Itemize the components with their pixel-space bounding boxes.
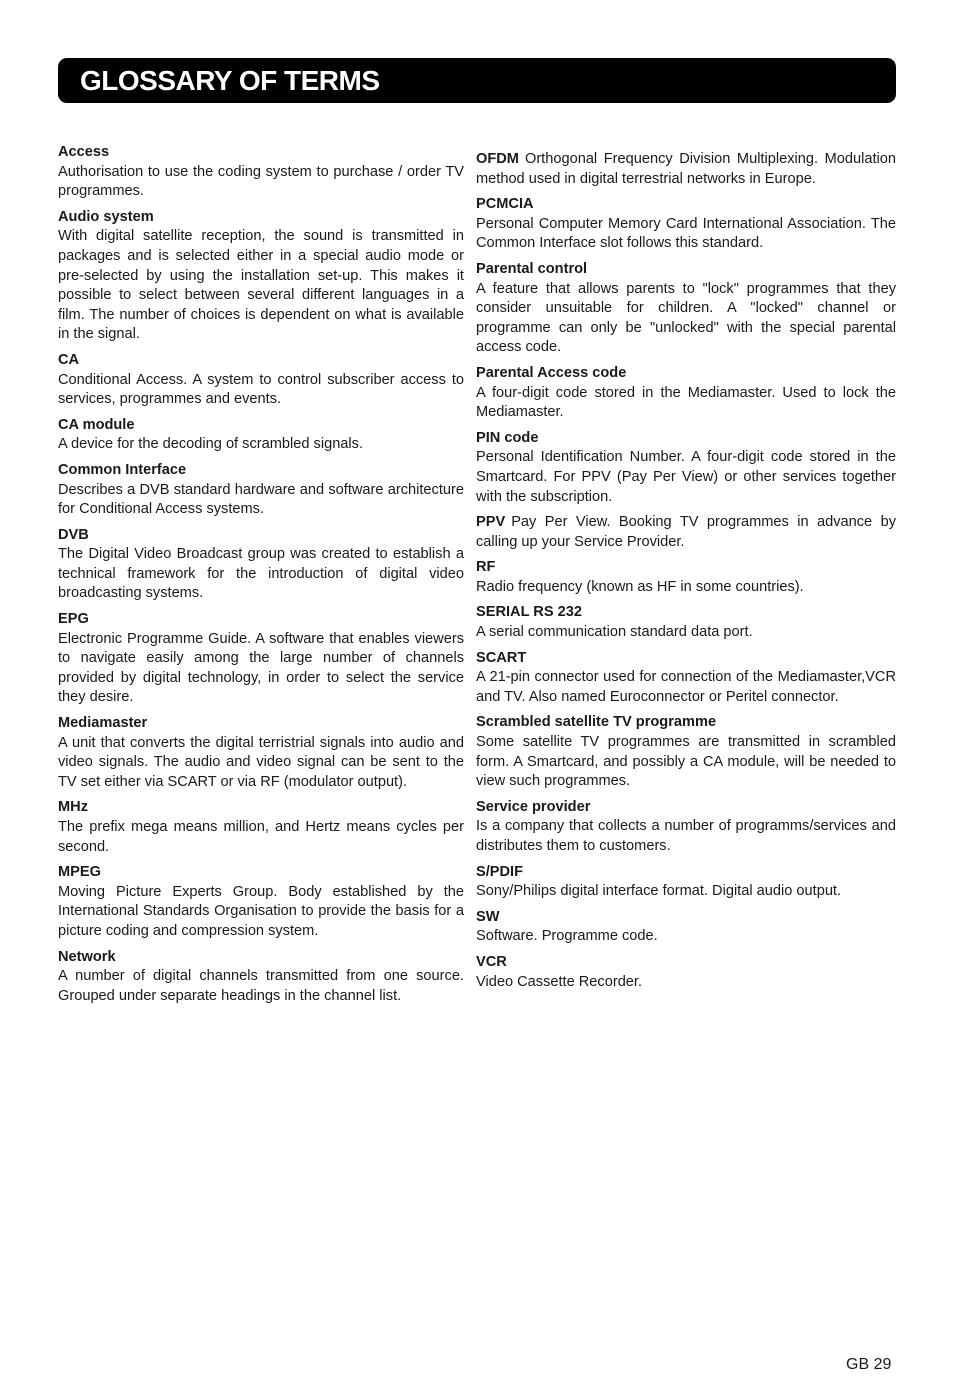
glossary-term: PPV [476, 514, 506, 531]
glossary-entry [58, 526, 464, 604]
glossary-definition: A unit that converts the digital terristrial signals into audio and video signals. The audio and video signal can be sent to the TV set either via SCART or via RF (modulator output). [58, 734, 464, 790]
glossary-term: VCR [476, 953, 507, 970]
glossary-definition: A 21-pin connector used for connection of the Mediamaster,VCR and TV. Also named Euroconnector or Peritel connector. [476, 669, 896, 705]
glossary-entry [58, 714, 464, 792]
glossary-entry [476, 260, 896, 358]
glossary-definition: A number of digital channels transmitted from one source. Grouped under separate headings in the channel list. [58, 968, 464, 1004]
glossary-term: Network [58, 948, 116, 965]
glossary-definition: Video Cassette Recorder. [476, 973, 643, 990]
glossary-entry [58, 143, 464, 202]
glossary-entry [58, 863, 464, 941]
glossary-entry [476, 364, 896, 423]
glossary-entry [476, 195, 896, 254]
page-title: GLOSSARY OF TERMS [80, 64, 380, 96]
glossary-term: PCMCIA [476, 196, 534, 213]
glossary-term: Service provider [476, 798, 591, 815]
glossary-definition: Personal Identification Number. A four-digit code stored in the Smartcard. For PPV (Pay Per View) or other services together with the subscription. [476, 449, 896, 505]
glossary-term: OFDM [476, 151, 519, 167]
glossary-definition: Conditional Access. A system to control subscriber access to services, programmes and events. [58, 371, 464, 408]
glossary-entry [476, 908, 896, 947]
glossary-definition: A device for the decoding of scrambled signals. [58, 436, 364, 453]
glossary-entry [58, 461, 464, 520]
glossary-definition: Sony/Philips digital interface format. Digital audio output. [476, 883, 842, 900]
glossary-entry [58, 610, 464, 708]
glossary-entry [476, 713, 896, 791]
glossary-definition: Orthogonal Frequency Division Multiplexing. Modulation method used in digital terrestrial networks in Europe. [476, 151, 896, 187]
glossary-definition: With digital satellite reception, the sound is transmitted in packages and is selected either in a special audio mode or pre-selected by using the installation set-up. This makes it possible to select between several different languages in a film. The number of choices is dependent on what is available in the signal. [58, 228, 464, 343]
page-number: GB 29 [846, 1356, 892, 1373]
glossary-entry [58, 948, 464, 1007]
glossary-entry [476, 513, 896, 552]
glossary-term: Audio system [58, 208, 154, 225]
glossary-definition: Electronic Programme Guide. A software that enables viewers to navigate easily among the large number of channels provided by digital technology, in order to select the service they desire. [58, 630, 464, 706]
glossary-term: SCART [476, 649, 527, 666]
glossary-term: CA [58, 351, 80, 368]
glossary-term: RF [476, 559, 496, 576]
glossary-definition: A four-digit code stored in the Mediamaster. Used to lock the Mediamaster. [476, 384, 896, 421]
glossary-term: MHz [58, 799, 88, 816]
glossary-right-column [476, 150, 896, 998]
glossary-entry [476, 603, 896, 642]
glossary-definition: Some satellite TV programmes are transmitted in scrambled form. A Smartcard, and possibly a CA module, will be needed to view such programmes. [476, 734, 896, 790]
glossary-definition: Is a company that collects a number of programms/services and distributes them to customers. [476, 818, 896, 854]
glossary-entry [476, 558, 896, 597]
glossary-entry [476, 150, 896, 189]
glossary-entry [476, 953, 896, 992]
glossary-term: CA module [58, 416, 135, 433]
glossary-term: SW [476, 908, 500, 925]
glossary-term: EPG [58, 611, 89, 628]
glossary-term: Scrambled satellite TV programme [476, 714, 717, 731]
glossary-term: DVB [58, 526, 89, 543]
glossary-term: Common Interface [58, 461, 187, 478]
glossary-definition: The prefix mega means million, and Hertz means cycles per second. [58, 819, 464, 855]
glossary-entry [58, 208, 464, 345]
glossary-entry [58, 798, 464, 857]
glossary-left-column [58, 143, 464, 1012]
glossary-term: Access [58, 144, 110, 160]
glossary-definition: Moving Picture Experts Group. Body established by the International Standards Organisation to provide the basis for a picture coding and compression system. [58, 883, 464, 939]
glossary-entry [476, 649, 896, 708]
glossary-definition: Pay Per View. Booking TV programmes in advance by calling up your Service Provider. [476, 514, 896, 550]
glossary-definition: A feature that allows parents to "lock" programmes that they consider unsuitable for children. A "locked" channel or programme can only be "unlocked" with the special parental access code. [476, 280, 896, 356]
glossary-term: MPEG [58, 864, 101, 881]
glossary-term: S/PDIF [476, 863, 524, 880]
glossary-term: SERIAL RS 232 [476, 604, 582, 621]
glossary-entry [476, 798, 896, 857]
glossary-definition: Personal Computer Memory Card International Association. The Common Interface slot follows this standard. [476, 215, 896, 252]
glossary-definition: A serial communication standard data port. [476, 624, 753, 641]
title-bar [58, 58, 896, 103]
glossary-entry [58, 416, 464, 455]
glossary-definition: The Digital Video Broadcast group was created to establish a technical framework for the introduction of digital video broadcasting systems. [58, 546, 464, 602]
glossary-term: Parental control [476, 260, 588, 277]
glossary-entry [58, 351, 464, 410]
glossary-definition: Authorisation to use the coding system to purchase / order TV programmes. [58, 163, 464, 200]
glossary-entry [476, 429, 896, 507]
glossary-definition: Software. Programme code. [476, 928, 658, 945]
glossary-term: Parental Access code [476, 364, 627, 381]
glossary-term: Mediamaster [58, 715, 148, 732]
glossary-term: PIN code [476, 429, 539, 446]
glossary-definition: Describes a DVB standard hardware and software architecture for Conditional Access systems. [58, 481, 464, 518]
glossary-definition: Radio frequency (known as HF in some countries). [476, 578, 804, 595]
glossary-entry [476, 863, 896, 902]
